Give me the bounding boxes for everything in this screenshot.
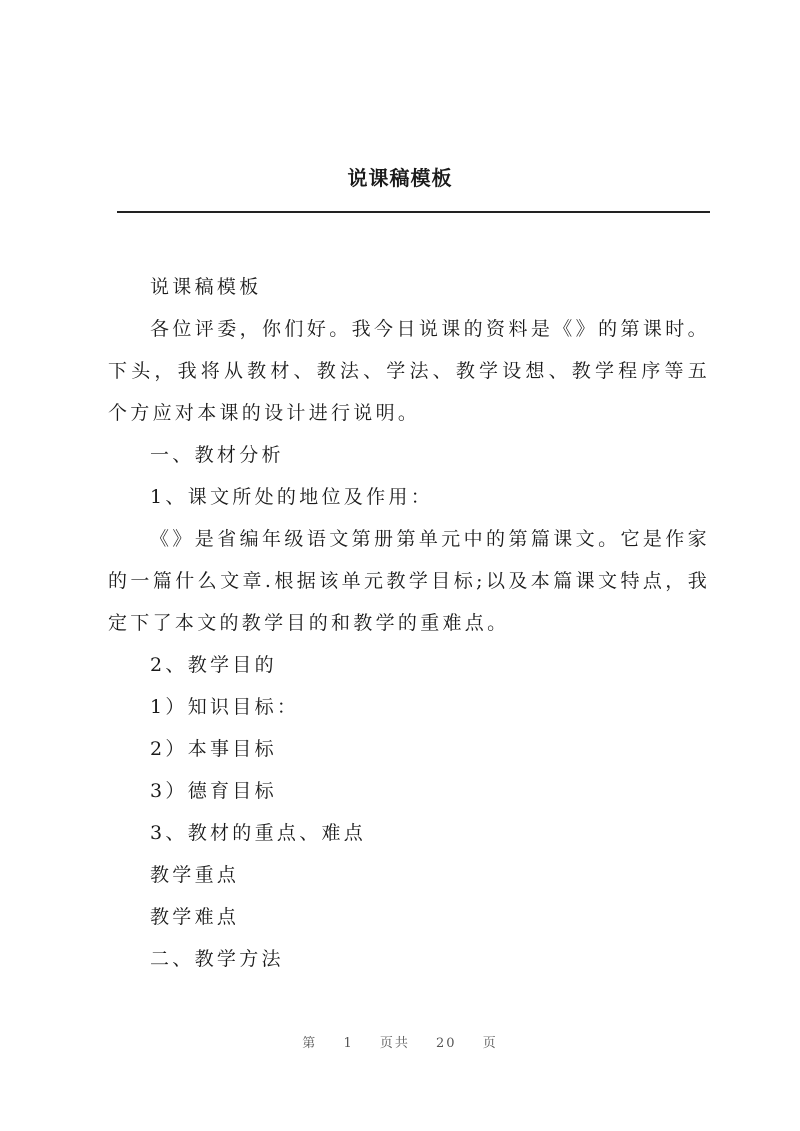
subsection-heading: 1、课文所处的地位及作用： <box>150 486 433 508</box>
paragraph: 《》是省编年级语文第册第单元中的第篇课文。它是作家的一篇什么文章.根据该单元教学目标;以及本篇课文特点，我定下了本文的教学目的和教学的重难点。 <box>108 528 710 634</box>
page-footer <box>0 1032 800 1051</box>
subsection-heading: 3、教材的重点、难点 <box>150 822 367 844</box>
paragraph: 说课稿模板 <box>150 276 262 298</box>
paragraph: 各位评委，你们好。我今日说课的资料是《》的第课时。下头，我将从教材、教法、学法、教学设想、教学程序等五个方应对本课的设计进行说明。 <box>108 318 710 424</box>
list-item: 教学重点 <box>150 864 240 886</box>
footer-label-page: 第 <box>302 1036 318 1051</box>
list-item: 教学难点 <box>150 906 240 928</box>
section-heading: 二、教学方法 <box>150 948 284 970</box>
footer-label-total: 页共 <box>379 1036 410 1051</box>
list-item: 3）德育目标 <box>150 780 277 802</box>
list-item: 2）本事目标 <box>150 738 277 760</box>
document-body <box>108 266 710 980</box>
section-heading: 一、教材分析 <box>150 444 284 466</box>
footer-current-page: 1 <box>343 1036 354 1051</box>
footer-label-end: 页 <box>482 1036 498 1051</box>
footer-total-pages: 20 <box>436 1036 457 1051</box>
subsection-heading: 2、教学目的 <box>150 654 277 676</box>
list-item: 1）知识目标： <box>150 696 300 718</box>
document-title: 说课稿模板 <box>347 166 453 190</box>
title-underline <box>117 211 710 213</box>
